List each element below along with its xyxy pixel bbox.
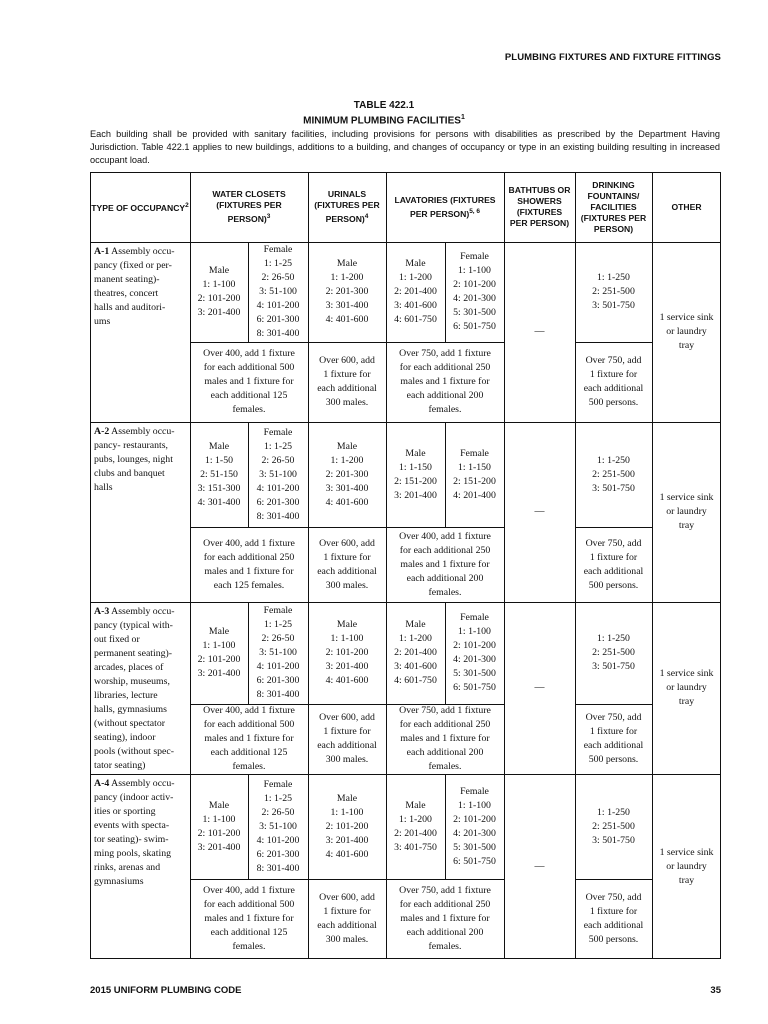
water-closet-male [190,422,248,527]
drinking-fountain-ratio-text: 1: 1-250 2: 251-500 3: 501-750 [592,633,635,672]
water-closet-over-note-text: Over 400, add 1 fixture for each additional 500 males and 1 fixture for each additional 125 females. [203,705,295,772]
water-closet-female [248,602,308,704]
water-closet-female [248,774,308,879]
urinal-ratio [308,602,386,704]
water-closet-over-note [190,879,308,959]
drinking-fountain-over-note [575,879,652,959]
table-title-text: MINIMUM PLUMBING FACILITIES [303,115,461,127]
header-water-closets: WATER CLOSETS (FIXTURES PER PERSON)$^3$ [212,189,286,224]
lavatory-male [386,422,445,527]
header-bathtubs-or-showers: BATHTUBS OR SHOWERS (FIXTURES PER PERSON) [508,185,571,228]
urinal-ratio-text: Male 1: 1-100 2: 101-200 3: 201-400 4: 401-600 [325,619,369,686]
lavatory-female [445,602,504,704]
table-number: TABLE 422.1 [353,100,415,111]
water-closet-female [248,242,308,342]
occupancy-text: Assembly occu- pancy- restaurants, pubs, lounges, night clubs and banquet halls [94,426,175,493]
bathtub-value-text: — [534,860,545,872]
lavatory-over-note [386,342,504,422]
bathtub-value [504,242,575,422]
lavatory-female [445,774,504,879]
header-type-of-occupancy: TYPE OF OCCUPANCY$^2$ [91,202,189,213]
table-intro-paragraph: Each building shall be provided with sanitary facilities, including provisions for persons with disabilities as prescribed by the Department Having Jurisdiction. Table 422.1 applies to new buildings, additions to a building, and changes of occupancy or type in an existing building resulting in increased occupant load. [90,129,720,165]
drinking-fountain-over-note [575,704,652,774]
occupancy-code: A-1 [94,246,110,257]
urinal-over-note-text: Over 600, add 1 fixture for each additional 300 males. [317,892,377,945]
lavatory-female-text: Female 1: 1-150 2: 151-200 4: 201-400 [453,447,496,501]
water-closet-male-text: Male 1: 1-100 2: 101-200 3: 201-400 [197,626,241,679]
lavatory-over-note [386,879,504,959]
lavatory-female-text: Female 1: 1-100 2: 101-200 4: 201-300 5: 301-500 6: 501-750 [453,785,496,867]
lavatory-over-note [386,704,504,774]
other-requirement [652,422,721,602]
footer-code-title: 2015 UNIFORM PLUMBING CODE [90,985,242,996]
other-requirement-text: 1 service sink or laundry tray [659,846,714,886]
occupancy-description [94,605,189,773]
bathtub-value [504,422,575,602]
lavatory-over-note-text: Over 400, add 1 fixture for each additional 250 males and 1 fixture for each additional 200 females. [399,530,491,598]
lavatory-over-note-text: Over 750, add 1 fixture for each additional 250 males and 1 fixture for each additional 200 females. [399,885,491,952]
other-requirement [652,774,721,959]
occupancy-text: Assembly occu- pancy (typical with- out fixed or permanent seating)- arcades, places of worship, museums, libraries, lecture halls, gymnasiums (without spectator seating), indoor pools (without spec- tator seating) [94,606,175,771]
other-requirement-text: 1 service sink or laundry tray [659,492,714,531]
occupancy-code: A-4 [94,778,110,789]
other-requirement [652,242,721,422]
lavatory-male-text: Male 1: 1-200 2: 201-400 3: 401-600 4: 601-750 [394,258,437,325]
lavatory-male [386,242,445,342]
header-drinking-fountains: DRINKING FOUNTAINS/ FACILITIES (FIXTURES PER PERSON) [580,179,647,234]
other-requirement-text: 1 service sink or laundry tray [659,668,714,707]
water-closet-over-note-text: Over 400, add 1 fixture for each additional 500 males and 1 fixture for each additional 125 females. [203,885,295,952]
water-closet-over-note-text: Over 400, add 1 fixture for each additional 500 males and 1 fixture for each additional 125 females. [203,348,295,415]
occupancy-code: A-2 [94,426,110,437]
other-requirement-text: 1 service sink or laundry tray [659,312,714,351]
urinal-over-note [308,704,386,774]
drinking-fountain-ratio-text: 1: 1-250 2: 251-500 3: 501-750 [592,272,635,311]
lavatory-over-note [386,527,504,602]
bathtub-value-text: — [534,506,545,517]
water-closet-male-text: Male 1: 1-50 2: 51-150 3: 151-300 4: 301-400 [197,440,241,508]
lavatory-male-text: Male 1: 1-200 2: 201-400 3: 401-750 [394,799,437,853]
urinal-over-note [308,342,386,422]
footer-page-number: 35 [710,985,721,996]
water-closet-over-note [190,527,308,602]
occupancy-description [94,425,189,495]
header-other: OTHER [671,201,702,212]
urinal-ratio [308,422,386,527]
lavatory-over-note-text: Over 750, add 1 fixture for each additional 250 males and 1 fixture for each additional 200 females. [399,348,491,415]
drinking-fountain-over-note-text: Over 750, add 1 fixture for each additional 500 persons. [583,355,644,408]
drinking-fountain-ratio [575,774,652,879]
lavatory-female [445,422,504,527]
occupancy-description [94,245,189,329]
drinking-fountain-over-note-text: Over 750, add 1 fixture for each additional 500 persons. [583,892,644,945]
lavatory-over-note-text: Over 750, add 1 fixture for each additional 250 males and 1 fixture for each additional 200 females. [399,705,491,772]
bathtub-value-text: — [534,682,545,693]
plumbing-facilities-table [90,172,721,959]
water-closet-over-note-text: Over 400, add 1 fixture for each additional 250 males and 1 fixture for each 125 females. [203,537,295,591]
drinking-fountain-ratio-text: 1: 1-250 2: 251-500 3: 501-750 [592,454,635,494]
drinking-fountain-over-note-text: Over 750, add 1 fixture for each additional 500 persons. [583,537,644,591]
urinal-ratio-text: Male 1: 1-200 2: 201-300 3: 301-400 4: 401-600 [325,258,369,325]
drinking-fountain-ratio-text: 1: 1-250 2: 251-500 3: 501-750 [592,806,635,846]
water-closet-female-text: Female 1: 1-25 2: 26-50 3: 51-100 4: 101-200 6: 201-300 8: 301-400 [256,778,300,874]
lavatory-male-text: Male 1: 1-200 2: 201-400 3: 401-600 4: 601-750 [394,619,437,686]
water-closet-male [190,242,248,342]
running-head: PLUMBING FIXTURES AND FIXTURE FITTINGS [504,52,721,63]
bathtub-value [504,774,575,959]
water-closet-female [248,422,308,527]
urinal-over-note-text: Over 600, add 1 fixture for each additional 300 males. [317,537,377,591]
lavatory-male [386,602,445,704]
urinal-ratio [308,774,386,879]
drinking-fountain-ratio [575,602,652,704]
water-closet-over-note [190,704,308,774]
header-urinals: URINALS (FIXTURES PER PERSON)$^4$ [314,189,380,224]
water-closet-female-text: Female 1: 1-25 2: 26-50 3: 51-100 4: 101-200 6: 201-300 8: 301-400 [256,605,300,700]
water-closet-male-text: Male 1: 1-100 2: 101-200 3: 201-400 [197,799,241,853]
occupancy-text: Assembly occu- pancy (indoor activ- ities or sporting events with specta- tor seating)- swim- ming pools, skating rinks, arenas and gymnasiums [94,778,175,887]
lavatory-male-text: Male 1: 1-150 2: 151-200 3: 201-400 [394,447,437,501]
urinal-over-note-text: Over 600, add 1 fixture for each additional 300 males. [317,355,377,408]
lavatory-female [445,242,504,342]
lavatory-female-text: Female 1: 1-100 2: 101-200 4: 201-300 5: 301-500 6: 501-750 [453,251,496,332]
drinking-fountain-over-note [575,342,652,422]
bathtub-value [504,602,575,774]
lavatory-female-text: Female 1: 1-100 2: 101-200 4: 201-300 5: 301-500 6: 501-750 [453,612,496,693]
urinal-over-note-text: Over 600, add 1 fixture for each additional 300 males. [317,712,377,765]
other-requirement [652,602,721,774]
bathtub-value-text: — [534,326,545,337]
occupancy-text: Assembly occu- pancy (fixed or per- manent seating)- theatres, concert halls and auditori- ums [94,246,175,327]
drinking-fountain-over-note [575,527,652,602]
urinal-over-note [308,527,386,602]
table-title-footnote: 1 [460,114,465,121]
water-closet-over-note [190,342,308,422]
drinking-fountain-ratio [575,242,652,342]
water-closet-male-text: Male 1: 1-100 2: 101-200 3: 201-400 [197,265,241,318]
water-closet-female-text: Female 1: 1-25 2: 26-50 3: 51-100 4: 101-200 6: 201-300 8: 301-400 [256,244,300,339]
table-title [0,114,768,126]
drinking-fountain-over-note-text: Over 750, add 1 fixture for each additional 500 persons. [583,712,644,765]
urinal-ratio-text: Male 1: 1-100 2: 101-200 3: 201-400 4: 401-600 [325,792,369,860]
water-closet-male [190,774,248,879]
drinking-fountain-ratio [575,422,652,527]
urinal-ratio [308,242,386,342]
lavatory-male [386,774,445,879]
header-lavatories: LAVATORIES (FIXTURES PER PERSON)$^{5, 6}$ [394,194,496,219]
urinal-ratio-text: Male 1: 1-200 2: 201-300 3: 301-400 4: 401-600 [325,440,369,508]
water-closet-female-text: Female 1: 1-25 2: 26-50 3: 51-100 4: 101-200 6: 201-300 8: 301-400 [256,426,300,522]
water-closet-male [190,602,248,704]
occupancy-description [94,777,189,889]
occupancy-code: A-3 [94,606,110,617]
urinal-over-note [308,879,386,959]
